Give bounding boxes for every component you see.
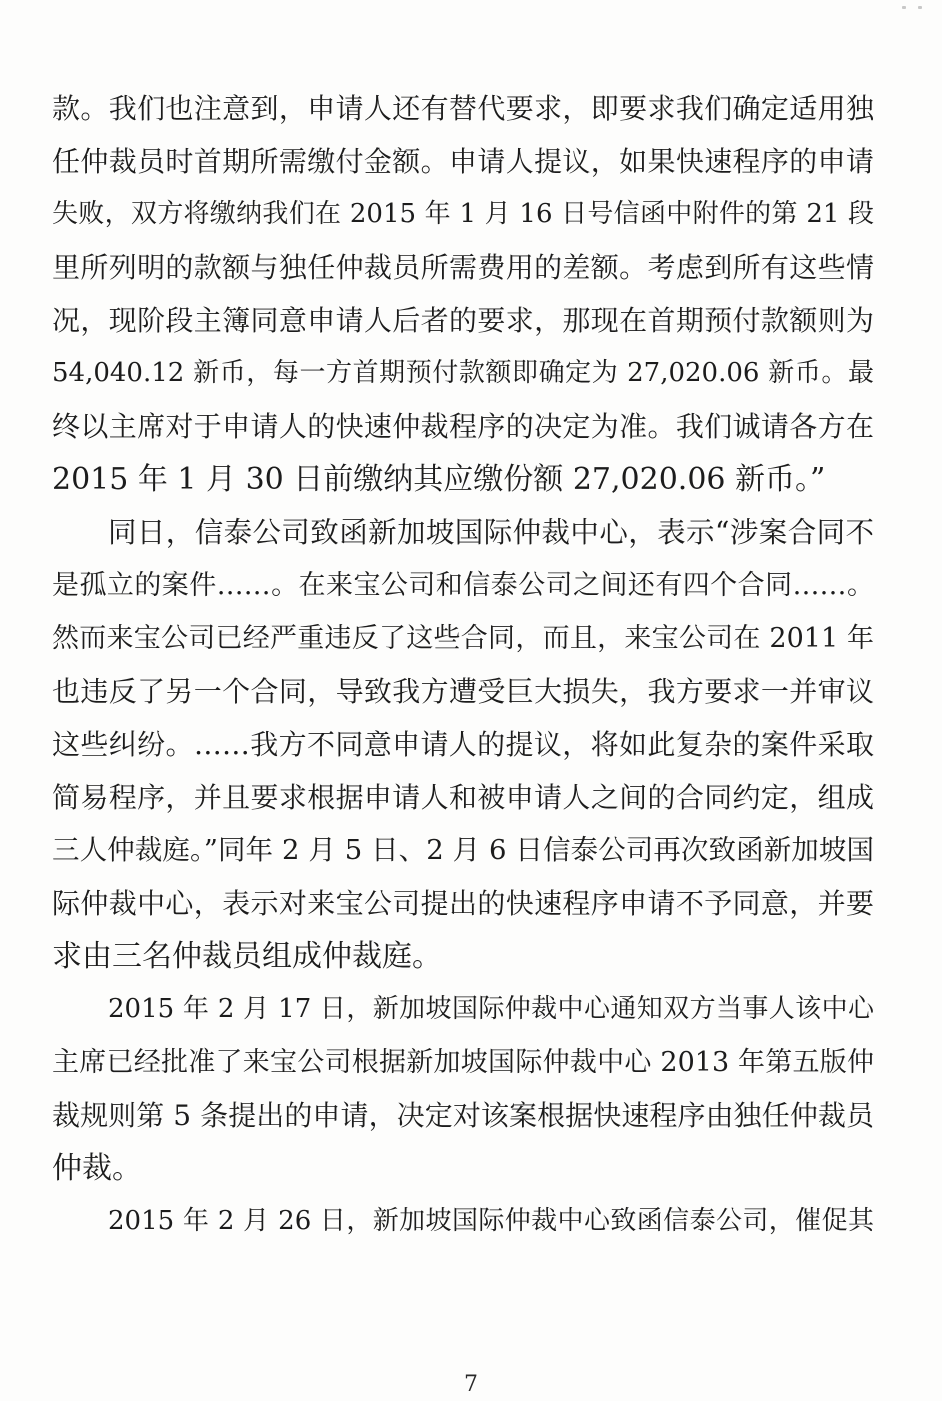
- text-line: 仲裁。: [52, 1151, 142, 1186]
- text-line: 是孤立的案件……。在来宝公司和信泰公司之间还有四个合同……。: [52, 570, 874, 601]
- text-line: 2015 年 2 月 17 日，新加坡国际仲裁中心通知双方当事人该中心: [108, 994, 874, 1024]
- page-number: 7: [464, 1372, 478, 1397]
- text-line: 终以主席对于申请人的快速仲裁程序的决定为准。我们诚请各方在: [52, 410, 874, 443]
- text-line: 这些纠纷。……我方不同意申请人的提议，将如此复杂的案件采取: [52, 728, 874, 761]
- text-line: 简易程序，并且要求根据申请人和被申请人之间的合同约定，组成: [52, 781, 874, 814]
- text-line: 况，现阶段主簿同意申请人后者的要求，那现在首期预付款额则为: [52, 304, 874, 337]
- text-line: 2015 年 2 月 26 日，新加坡国际仲裁中心致函信泰公司，催促其: [108, 1206, 874, 1236]
- text-line: 三人仲裁庭。”同年 2 月 5 日、2 月 6 日信泰公司再次致函新加坡国: [52, 834, 874, 866]
- text-line: 际仲裁中心，表示对来宝公司提出的快速程序申请不予同意，并要: [52, 887, 874, 920]
- text-line: 任仲裁员时首期所需缴付金额。申请人提议，如果快速程序的申请: [52, 145, 874, 178]
- body-text: [52, 82, 874, 1248]
- scan-mark: [902, 6, 906, 9]
- text-line: 主席已经批准了来宝公司根据新加坡国际仲裁中心 2013 年第五版仲: [52, 1047, 874, 1078]
- text-line: 也违反了另一个合同，导致我方遭受巨大损失，我方要求一并审议: [52, 675, 874, 708]
- text-line: 然而来宝公司已经严重违反了这些合同，而且，来宝公司在 2011 年: [52, 623, 874, 654]
- text-line: 失败，双方将缴纳我们在 2015 年 1 月 16 日号信函中附件的第 21 段: [52, 199, 874, 229]
- text-line: 求由三名仲裁员组成仲裁庭。: [52, 939, 442, 974]
- text-line: 裁规则第 5 条提出的申请，决定对该案根据快速程序由独任仲裁员: [52, 1099, 874, 1132]
- scan-mark: [918, 6, 922, 9]
- text-line: 54,040.12 新币，每一方首期预付款额即确定为 27,020.06 新币。最: [52, 358, 874, 388]
- text-line: 同日，信泰公司致函新加坡国际仲裁中心，表示“涉案合同不: [108, 516, 874, 549]
- text-line: 2015 年 1 月 30 日前缴纳其应缴份额 27,020.06 新币。”: [52, 462, 826, 497]
- text-line: 里所列明的款额与独任仲裁员所需费用的差额。考虑到所有这些情: [52, 251, 874, 284]
- text-line: 款。我们也注意到，申请人还有替代要求，即要求我们确定适用独: [52, 92, 874, 125]
